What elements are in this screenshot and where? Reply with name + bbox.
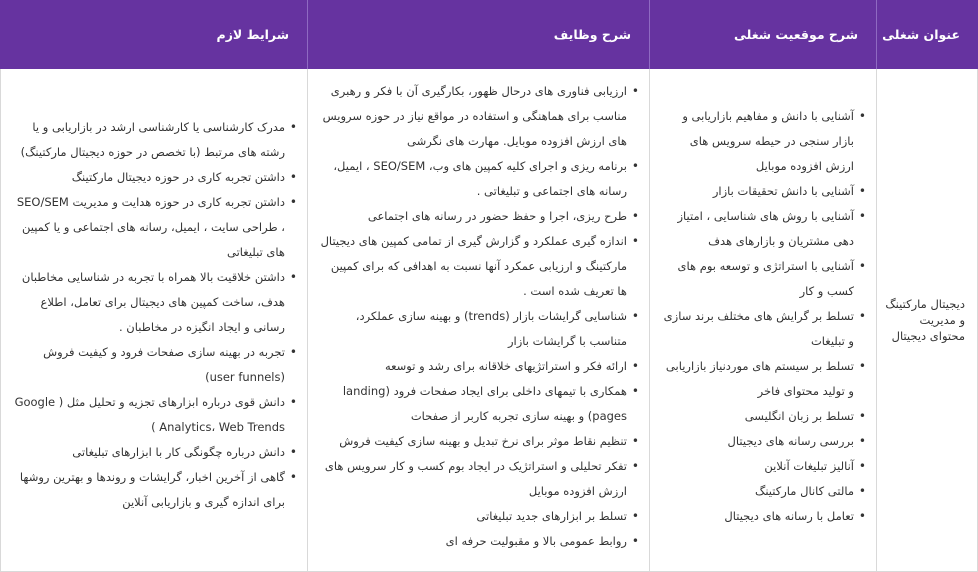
list-item: • ارزیابی فناوری های درحال ظهور، بکارگیری آن با فکر و رهبری مناسب برای هماهنگی و استفاده در مواقع نیاز در حوزه سرویس های ارزش افزوده موبایل. مهارت های نگرشی: [318, 79, 627, 154]
list-item: • تنظیم نقاط موثر برای نرخ تبدیل و بهینه سازی کیفیت فروش: [318, 429, 627, 454]
list-item: • تسلط بر ابزارهای جدید تبلیغاتی: [318, 504, 627, 529]
list-item: • داشتن خلاقیت بالا همراه با تجربه در شناسایی مخاطبان هدف، ساخت کمپین های دیجیتال برای تعامل، اطلاع رسانی و ایجاد انگیزه در مخاطبان .: [11, 265, 285, 340]
requirements-cell: [0, 69, 307, 572]
list-item: • تفکر تحلیلی و استراتژیک در ایجاد بوم کسب و کار سرویس های ارزش افزوده موبایل: [318, 454, 627, 504]
list-item: • تسلط بر سیستم های موردنیاز بازاریابی و تولید محتوای فاخر: [660, 354, 854, 404]
list-item: • همکاری با تیمهای داخلی برای ایجاد صفحات فرود (landing pages) و بهینه سازی تجربه کاربر از صفحات: [318, 379, 627, 429]
list-item: • برنامه ریزی و اجرای کلیه کمپین های وب، SEO/SEM ، ایمیل، رسانه های اجتماعی و تبلیغاتی .: [318, 154, 627, 204]
list-item: • روابط عمومی بالا و مقبولیت حرفه ای: [318, 529, 627, 554]
job-title-cell: [876, 69, 978, 572]
list-item: • شناسایی گرایشات بازار (trends) و بهینه سازی عملکرد، متناسب با گرایشات بازار: [318, 304, 627, 354]
list-item: • دانش درباره چگونگی کار با ابزارهای تبلیغاتی: [11, 440, 285, 465]
list-item: • تعامل با رسانه های دیجیتال: [660, 504, 854, 529]
header-job-title: عنوان شغلی: [876, 0, 978, 69]
list-item: • دانش قوی درباره ابزارهای تجزیه و تحلیل مثل ( Google Analytics، Web Trends ): [11, 390, 285, 440]
list-item: • مالتی کانال مارکتینگ: [660, 479, 854, 504]
list-item: • آشنایی با روش های شناسایی ، امتیاز دهی مشتریان و بازارهای هدف: [660, 204, 854, 254]
table-row: [0, 69, 978, 572]
header-requirements: شرایط لازم: [216, 27, 289, 42]
list-item: • داشتن تجربه کاری در حوزه هدایت و مدیریت SEO/SEM ، طراحی سایت ، ایمیل، رسانه های اجتماعی و یا کمپین های تبلیغاتی: [11, 190, 285, 265]
list-item: • گاهی از آخرین اخبار، گرایشات و روندها و بهترین روشها برای اندازه گیری و بازاریابی آنلاین: [11, 465, 285, 515]
list-item: • آشنایی با استراتژی و توسعه بوم های کسب و کار: [660, 254, 854, 304]
duties-cell: [307, 69, 649, 572]
list-item: • ارائه فکر و استراتژیهای خلاقانه برای رشد و توسعه: [318, 354, 627, 379]
list-item: • بررسی رسانه های دیجیتال: [660, 429, 854, 454]
list-item: • تسلط بر گرایش های مختلف برند سازی و تبلیغات: [660, 304, 854, 354]
duties-list: [308, 69, 649, 554]
position-description-cell: [649, 69, 876, 572]
requirements-list: [1, 69, 307, 515]
list-item: • مدرک کارشناسی یا کارشناسی ارشد در بازاریابی و یا رشته های مرتبط (با تخصص در حوزه دیجیتال مارکتینگ): [11, 115, 285, 165]
list-item: • اندازه گیری عملکرد و گزارش گیری از تمامی کمپین های دیجیتال مارکتینگ و ارزیابی عمکرد آنها نسبت به اهدافی که برای کمپین ها تعریف شده است .: [318, 229, 627, 304]
list-item: • تسلط بر زبان انگلیسی: [660, 404, 854, 429]
table-header: [0, 0, 978, 69]
list-item: • آشنایی با دانش تحقیقات بازار: [660, 179, 854, 204]
header-position-description: شرح موقعیت شغلی: [649, 0, 876, 69]
list-item: • تجربه در بهینه سازی صفحات فرود و کیفیت فروش (user funnels): [11, 340, 285, 390]
list-item: • آشنایی با دانش و مفاهیم بازاریابی و بازار سنجی در حیطه سرویس های ارزش افزوده موبایل: [660, 104, 854, 179]
list-item: • طرح ریزی، اجرا و حفظ حضور در رسانه های اجتماعی: [318, 204, 627, 229]
header-duties: شرح وظایف: [307, 0, 649, 69]
job-title-text: دیجیتال مارکتینگ و مدیریت محتوای دیجیتال: [885, 297, 965, 343]
position-list: [650, 69, 876, 529]
list-item: • داشتن تجربه کاری در حوزه دیجیتال مارکتینگ: [11, 165, 285, 190]
list-item: • آنالیز تبلیغات آنلاین: [660, 454, 854, 479]
